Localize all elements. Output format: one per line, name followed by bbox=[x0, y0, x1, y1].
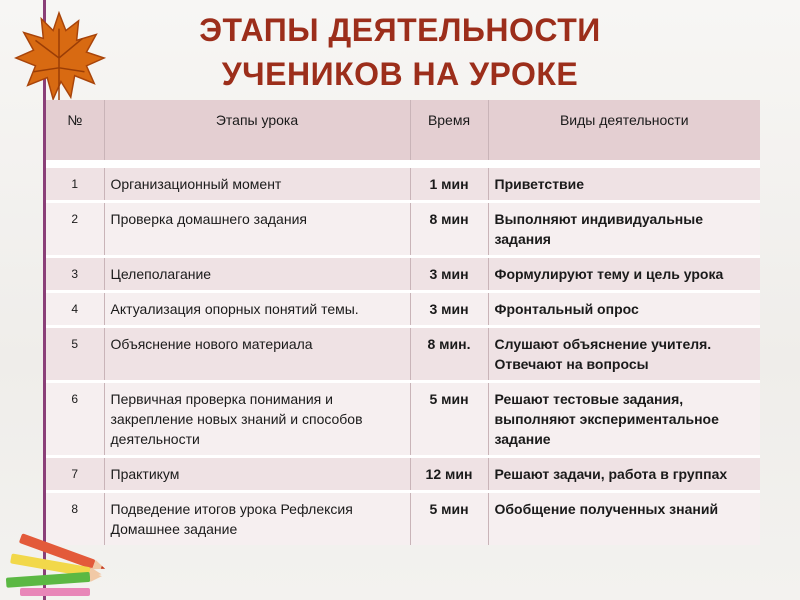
row-number: 6 bbox=[46, 382, 104, 457]
header-activity: Виды деятельности bbox=[488, 100, 760, 164]
table-row bbox=[46, 257, 760, 292]
row-time: 8 мин. bbox=[410, 327, 488, 382]
row-stage: Целеполагание bbox=[104, 257, 410, 292]
row-number: 2 bbox=[46, 202, 104, 257]
row-activity: Решают задачи, работа в группах bbox=[488, 457, 760, 492]
row-activity: Выполняют индивидуальные задания bbox=[488, 202, 760, 257]
row-stage: Организационный момент bbox=[104, 164, 410, 202]
row-stage: Подведение итогов урока Рефлексия Домашнее задание bbox=[104, 492, 410, 546]
header-stage: Этапы урока bbox=[104, 100, 410, 164]
row-time: 5 мин bbox=[410, 382, 488, 457]
table-row bbox=[46, 292, 760, 327]
row-stage: Объяснение нового материала bbox=[104, 327, 410, 382]
row-activity: Формулируют тему и цель урока bbox=[488, 257, 760, 292]
row-time: 1 мин bbox=[410, 164, 488, 202]
header-number: № bbox=[46, 100, 104, 164]
lesson-stages-table bbox=[46, 100, 760, 545]
row-activity: Слушают объяснение учителя. Отвечают на вопросы bbox=[488, 327, 760, 382]
row-number: 4 bbox=[46, 292, 104, 327]
table-row bbox=[46, 164, 760, 202]
row-stage: Актуализация опорных понятий темы. bbox=[104, 292, 410, 327]
row-time: 3 мин bbox=[410, 257, 488, 292]
header-time: Время bbox=[410, 100, 488, 164]
row-number: 7 bbox=[46, 457, 104, 492]
title-line-1: ЭТАПЫ ДЕЯТЕЛЬНОСТИ bbox=[199, 12, 601, 48]
row-time: 12 мин bbox=[410, 457, 488, 492]
row-activity: Фронтальный опрос bbox=[488, 292, 760, 327]
row-stage: Первичная проверка понимания и закрепление новых знаний и способов деятельности bbox=[104, 382, 410, 457]
row-number: 1 bbox=[46, 164, 104, 202]
table-row bbox=[46, 327, 760, 382]
row-activity: Обобщение полученных знаний bbox=[488, 492, 760, 546]
row-number: 3 bbox=[46, 257, 104, 292]
row-stage: Практикум bbox=[104, 457, 410, 492]
row-activity: Решают тестовые задания, выполняют экспериментальное задание bbox=[488, 382, 760, 457]
table-row bbox=[46, 382, 760, 457]
row-number: 5 bbox=[46, 327, 104, 382]
table-header-row bbox=[46, 100, 760, 164]
row-time: 8 мин bbox=[410, 202, 488, 257]
row-stage: Проверка домашнего задания bbox=[104, 202, 410, 257]
row-number: 8 bbox=[46, 492, 104, 546]
row-activity: Приветствие bbox=[488, 164, 760, 202]
slide-title bbox=[110, 8, 690, 96]
crayons-icon bbox=[0, 528, 120, 600]
table-row bbox=[46, 492, 760, 546]
row-time: 3 мин bbox=[410, 292, 488, 327]
table-row bbox=[46, 457, 760, 492]
title-line-2: УЧЕНИКОВ НА УРОКЕ bbox=[221, 56, 579, 92]
autumn-leaf-icon bbox=[10, 8, 108, 108]
table-row bbox=[46, 202, 760, 257]
row-time: 5 мин bbox=[410, 492, 488, 546]
